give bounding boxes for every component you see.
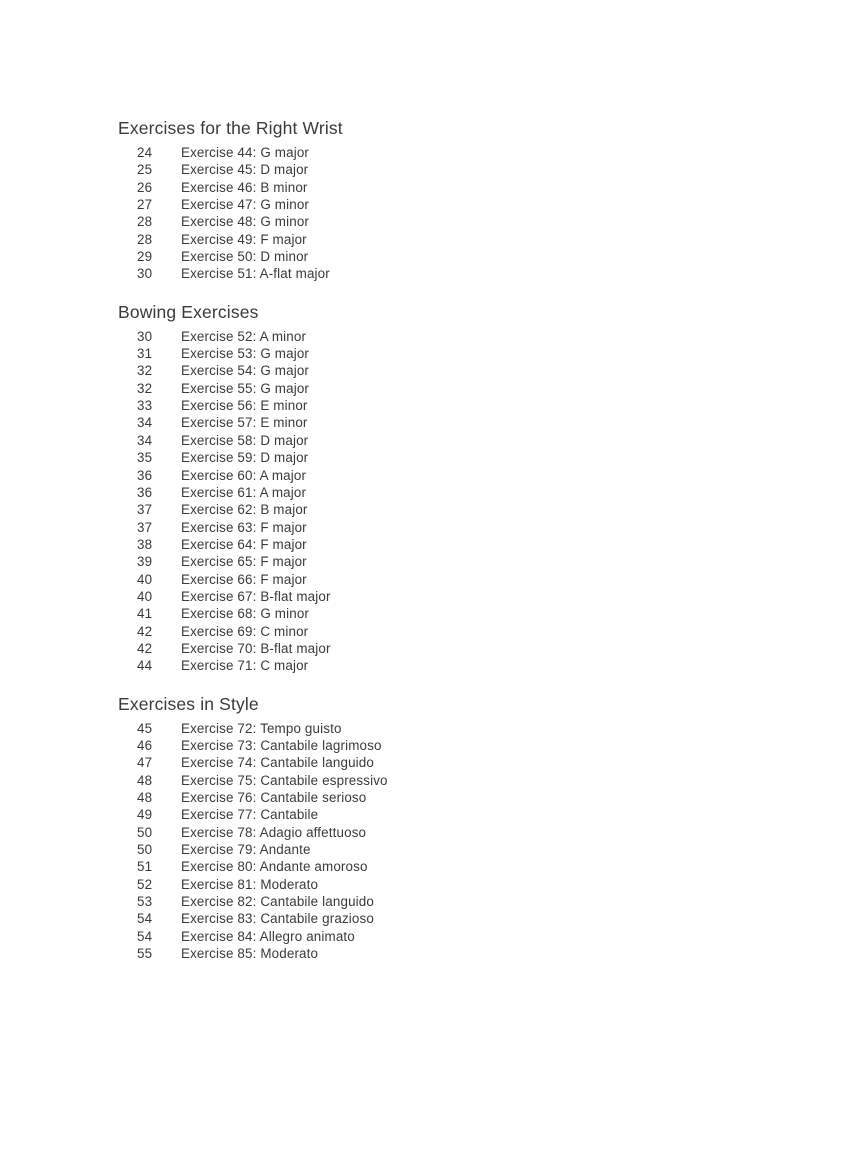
toc-entry-list <box>118 144 738 283</box>
entry-title: Exercise 84: Allegro animato <box>181 928 355 944</box>
entry-title: Exercise 75: Cantabile espressivo <box>181 772 388 788</box>
toc-entry[interactable] <box>118 380 738 397</box>
entry-page-number: 48 <box>137 790 153 805</box>
entry-title: Exercise 82: Cantabile languido <box>181 894 374 910</box>
entry-title: Exercise 50: D minor <box>181 249 309 265</box>
entry-page-number: 48 <box>137 772 153 788</box>
entry-page-number: 34 <box>137 415 153 431</box>
entry-title: Exercise 79: Andante <box>181 842 311 858</box>
entry-page-number: 25 <box>137 162 153 178</box>
entry-page-number: 37 <box>137 502 153 518</box>
toc-entry[interactable] <box>118 605 738 622</box>
toc-entry[interactable] <box>118 536 738 553</box>
entry-page-number: 53 <box>137 894 153 910</box>
entry-title: Exercise 76: Cantabile serioso <box>181 790 367 805</box>
entry-page-number: 54 <box>137 928 153 944</box>
entry-page-number: 47 <box>137 755 153 771</box>
toc-entry[interactable] <box>118 501 738 518</box>
entry-title: Exercise 71: C major <box>181 658 309 674</box>
entry-page-number: 51 <box>137 859 153 875</box>
entry-title: Exercise 67: B-flat major <box>181 588 331 604</box>
entry-page-number: 39 <box>137 554 153 570</box>
toc-entry[interactable] <box>118 789 738 806</box>
toc-entry[interactable] <box>118 144 738 161</box>
entry-page-number: 34 <box>137 432 153 448</box>
toc-entry[interactable] <box>118 588 738 605</box>
toc-entry[interactable] <box>118 484 738 501</box>
toc-section <box>118 117 738 283</box>
toc-entry[interactable] <box>118 231 738 248</box>
entry-title: Exercise 80: Andante amoroso <box>181 859 368 875</box>
entry-page-number: 38 <box>137 536 153 552</box>
toc-entry[interactable] <box>118 213 738 230</box>
entry-page-number: 31 <box>137 346 153 362</box>
entry-title: Exercise 53: G major <box>181 346 310 362</box>
entry-page-number: 50 <box>137 824 153 840</box>
toc-entry-list <box>118 720 738 963</box>
entry-page-number: 28 <box>137 214 153 230</box>
entry-page-number: 35 <box>137 450 153 466</box>
entry-title: Exercise 51: A-flat major <box>181 266 330 282</box>
toc-entry[interactable] <box>118 910 738 927</box>
entry-title: Exercise 69: C minor <box>181 623 309 639</box>
entry-page-number: 29 <box>137 249 153 265</box>
toc-entry[interactable] <box>118 945 738 962</box>
entry-title: Exercise 77: Cantabile <box>181 807 319 823</box>
entry-title: Exercise 47: G minor <box>181 197 310 213</box>
entry-title: Exercise 83: Cantabile grazioso <box>181 911 374 927</box>
entry-page-number: 54 <box>137 911 153 927</box>
toc-entry[interactable] <box>118 876 738 893</box>
toc-entry[interactable] <box>118 449 738 466</box>
entry-title: Exercise 74: Cantabile languido <box>181 755 374 771</box>
toc-entry[interactable] <box>118 772 738 789</box>
entry-page-number: 55 <box>137 946 153 962</box>
entry-title: Exercise 66: F major <box>181 571 307 587</box>
toc-entry[interactable] <box>118 928 738 945</box>
toc-entry[interactable] <box>118 467 738 484</box>
toc-entry[interactable] <box>118 858 738 875</box>
toc-entry[interactable] <box>118 519 738 536</box>
toc-entry[interactable] <box>118 265 738 282</box>
entry-title: Exercise 48: G minor <box>181 214 310 230</box>
entry-page-number: 33 <box>137 398 153 414</box>
entry-title: Exercise 62: B major <box>181 502 308 518</box>
section-heading: Exercises for the Right Wrist <box>118 118 343 138</box>
entry-page-number: 30 <box>137 328 153 344</box>
toc-entry[interactable] <box>118 362 738 379</box>
entry-page-number: 46 <box>137 737 153 753</box>
toc-section <box>118 693 738 963</box>
toc-entry[interactable] <box>118 571 738 588</box>
toc-entry[interactable] <box>118 432 738 449</box>
entry-page-number: 42 <box>137 623 153 639</box>
entry-page-number: 36 <box>137 484 153 500</box>
entry-page-number: 24 <box>137 145 153 160</box>
entry-page-number: 40 <box>137 571 153 587</box>
toc-section <box>118 301 738 675</box>
toc-entry[interactable] <box>118 397 738 414</box>
entry-title: Exercise 55: G major <box>181 380 310 396</box>
entry-page-number: 42 <box>137 640 153 656</box>
toc-entry[interactable] <box>118 553 738 570</box>
entry-page-number: 27 <box>137 197 153 213</box>
entry-title: Exercise 68: G minor <box>181 606 310 622</box>
entry-title: Exercise 46: B minor <box>181 179 308 195</box>
entry-title: Exercise 81: Moderato <box>181 876 319 892</box>
entry-title: Exercise 59: D major <box>181 450 309 466</box>
entry-page-number: 52 <box>137 876 153 892</box>
toc-entry[interactable] <box>118 893 738 910</box>
entry-page-number: 40 <box>137 588 153 604</box>
entry-title: Exercise 65: F major <box>181 554 307 570</box>
entry-page-number: 37 <box>137 519 153 535</box>
entry-title: Exercise 72: Tempo guisto <box>181 720 342 736</box>
toc-entry[interactable] <box>118 179 738 196</box>
entry-title: Exercise 57: E minor <box>181 415 308 431</box>
entry-title: Exercise 63: F major <box>181 519 307 535</box>
entry-page-number: 32 <box>137 363 153 379</box>
entry-title: Exercise 70: B-flat major <box>181 640 331 656</box>
entry-title: Exercise 85: Moderato <box>181 946 319 962</box>
entry-title: Exercise 78: Adagio affettuoso <box>181 824 367 840</box>
entry-title: Exercise 64: F major <box>181 536 307 552</box>
toc-entry[interactable] <box>118 623 738 640</box>
entry-page-number: 36 <box>137 467 153 483</box>
toc-entry[interactable] <box>118 824 738 841</box>
entry-page-number: 32 <box>137 380 153 396</box>
entry-page-number: 26 <box>137 179 153 195</box>
entry-title: Exercise 61: A major <box>181 484 307 500</box>
table-of-contents <box>118 117 738 962</box>
entry-title: Exercise 45: D major <box>181 162 309 178</box>
toc-entry[interactable] <box>118 328 738 345</box>
toc-entry[interactable] <box>118 196 738 213</box>
toc-entry[interactable] <box>118 248 738 265</box>
entry-page-number: 49 <box>137 807 153 823</box>
toc-entry[interactable] <box>118 414 738 431</box>
entry-page-number: 41 <box>137 606 153 622</box>
toc-entry[interactable] <box>118 161 738 178</box>
entry-title: Exercise 73: Cantabile lagrimoso <box>181 737 382 753</box>
toc-entry[interactable] <box>118 720 738 737</box>
entry-title: Exercise 52: A minor <box>181 328 307 344</box>
entry-page-number: 50 <box>137 842 153 858</box>
toc-entry[interactable] <box>118 737 738 754</box>
entry-title: Exercise 54: G major <box>181 363 310 379</box>
toc-entry[interactable] <box>118 657 738 674</box>
entry-title: Exercise 58: D major <box>181 432 309 448</box>
entry-title: Exercise 60: A major <box>181 467 307 483</box>
section-heading: Exercises in Style <box>118 693 259 714</box>
entry-title: Exercise 56: E minor <box>181 398 308 414</box>
toc-entry-list <box>118 328 738 675</box>
entry-page-number: 45 <box>137 720 153 736</box>
toc-entry[interactable] <box>118 754 738 771</box>
toc-entry[interactable] <box>118 806 738 823</box>
entry-title: Exercise 49: F major <box>181 231 307 247</box>
entry-title: Exercise 44: G major <box>181 145 310 160</box>
toc-entry[interactable] <box>118 345 738 362</box>
toc-entry[interactable] <box>118 841 738 858</box>
entry-page-number: 30 <box>137 266 153 282</box>
toc-entry[interactable] <box>118 640 738 657</box>
entry-page-number: 44 <box>137 658 153 674</box>
section-heading: Bowing Exercises <box>118 301 259 322</box>
entry-page-number: 28 <box>137 231 153 247</box>
